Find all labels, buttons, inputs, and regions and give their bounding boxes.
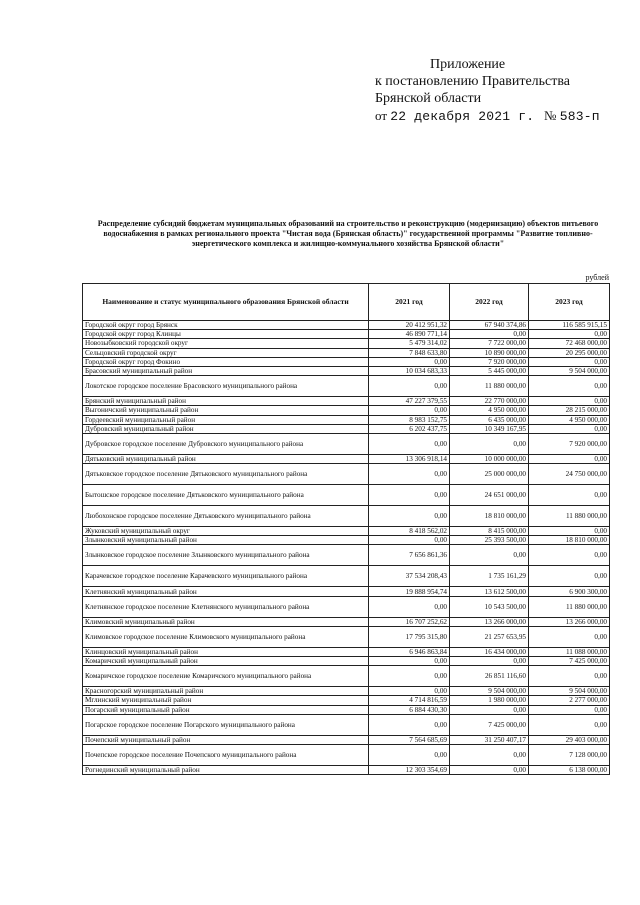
- row-2021: 0,00: [369, 666, 450, 687]
- row-name: Любохонское городское поселение Дятьковского муниципального района: [83, 506, 369, 527]
- row-name: Дятьковское городское поселение Дятьковского муниципального района: [83, 464, 369, 485]
- header-2022: 2022 год: [450, 284, 529, 321]
- row-2021: 37 534 208,43: [369, 566, 450, 587]
- row-2021: 13 306 918,14: [369, 454, 450, 463]
- table-row: [83, 626, 610, 647]
- row-2022: 10 349 167,95: [450, 424, 529, 433]
- row-2023: 2 277 000,00: [529, 696, 610, 705]
- row-name: Почепский муниципальный район: [83, 735, 369, 744]
- row-2022: 13 266 000,00: [450, 617, 529, 626]
- row-2021: 46 890 771,14: [369, 330, 450, 339]
- table-row: [83, 339, 610, 348]
- row-2021: 0,00: [369, 596, 450, 617]
- table-row: [83, 735, 610, 744]
- row-2023: 28 215 000,00: [529, 406, 610, 415]
- appendix-region: Брянской области: [375, 91, 482, 106]
- table-row: [83, 485, 610, 506]
- appendix-title: Приложение: [430, 57, 506, 72]
- row-2022: 0,00: [450, 330, 529, 339]
- row-2022: 0,00: [450, 545, 529, 566]
- row-2023: 0,00: [529, 626, 610, 647]
- row-name: Клетнянский муниципальный район: [83, 587, 369, 596]
- table-row: [83, 506, 610, 527]
- row-2023: 72 468 000,00: [529, 339, 610, 348]
- row-2023: 11 088 000,00: [529, 647, 610, 656]
- row-2021: 0,00: [369, 485, 450, 506]
- row-2021: 0,00: [369, 406, 450, 415]
- row-2023: 7 425 000,00: [529, 657, 610, 666]
- row-2022: 1 735 161,29: [450, 566, 529, 587]
- row-2021: 12 303 354,69: [369, 765, 450, 774]
- row-2023: 7 128 000,00: [529, 744, 610, 765]
- row-2021: 0,00: [369, 657, 450, 666]
- row-2023: 0,00: [529, 527, 610, 536]
- row-2021: 19 888 954,74: [369, 587, 450, 596]
- row-2022: 31 250 407,17: [450, 735, 529, 744]
- row-2021: 16 707 252,62: [369, 617, 450, 626]
- row-2023: 0,00: [529, 545, 610, 566]
- row-2023: 6 900 300,00: [529, 587, 610, 596]
- row-2021: 0,00: [369, 536, 450, 545]
- table-row: [83, 714, 610, 735]
- row-name: Бытошское городское поселение Дятьковского муниципального района: [83, 485, 369, 506]
- row-2021: 20 412 951,32: [369, 321, 450, 330]
- row-name: Дубровское городское поселение Дубровского муниципального района: [83, 433, 369, 454]
- row-2021: 0,00: [369, 433, 450, 454]
- row-2023: 0,00: [529, 566, 610, 587]
- row-2021: 47 227 379,55: [369, 397, 450, 406]
- row-2021: 0,00: [369, 744, 450, 765]
- table-row: [83, 647, 610, 656]
- row-2021: 0,00: [369, 506, 450, 527]
- row-2022: 25 393 500,00: [450, 536, 529, 545]
- row-name: Мглинский муниципальный район: [83, 696, 369, 705]
- row-2022: 6 435 000,00: [450, 415, 529, 424]
- row-2022: 0,00: [450, 705, 529, 714]
- row-name: Городской округ город Клинцы: [83, 330, 369, 339]
- row-2021: 0,00: [369, 714, 450, 735]
- row-name: Брасовский муниципальный район: [83, 366, 369, 375]
- unit-label: рублей: [585, 273, 609, 282]
- row-name: Почепское городское поселение Почепского муниципального района: [83, 744, 369, 765]
- row-name: Злынковское городское поселение Злынковского муниципального района: [83, 545, 369, 566]
- row-name: Сельцовский городской округ: [83, 348, 369, 357]
- row-2023: 0,00: [529, 454, 610, 463]
- header-2023: 2023 год: [529, 284, 610, 321]
- row-2021: 6 202 437,75: [369, 424, 450, 433]
- row-2023: 18 810 000,00: [529, 536, 610, 545]
- row-2022: 24 651 000,00: [450, 485, 529, 506]
- table-row: [83, 696, 610, 705]
- row-2022: 4 950 000,00: [450, 406, 529, 415]
- table-row: [83, 765, 610, 774]
- row-name: Дятьковский муниципальный район: [83, 454, 369, 463]
- row-2021: 4 714 816,59: [369, 696, 450, 705]
- row-name: Дубровский муниципальный район: [83, 424, 369, 433]
- row-2022: 67 940 374,86: [450, 321, 529, 330]
- row-2022: 10 000 000,00: [450, 454, 529, 463]
- row-name: Жуковский муниципальный округ: [83, 527, 369, 536]
- table-row: [83, 744, 610, 765]
- table-row: [83, 596, 610, 617]
- row-2023: 0,00: [529, 424, 610, 433]
- row-2021: 10 034 683,33: [369, 366, 450, 375]
- table-row: [83, 617, 610, 626]
- row-2021: 7 564 685,69: [369, 735, 450, 744]
- row-2022: 9 504 000,00: [450, 687, 529, 696]
- appendix-date-line: [375, 107, 600, 125]
- row-2022: 18 810 000,00: [450, 506, 529, 527]
- resolution-number: 583-п: [559, 109, 600, 124]
- row-2023: 0,00: [529, 485, 610, 506]
- row-name: Погарский муниципальный район: [83, 705, 369, 714]
- row-name: Гордеевский муниципальный район: [83, 415, 369, 424]
- row-2022: 26 851 116,60: [450, 666, 529, 687]
- row-name: Карачевское городское поселение Карачевского муниципального района: [83, 566, 369, 587]
- table-row: [83, 330, 610, 339]
- table-row: [83, 587, 610, 596]
- row-name: Выгоничский муниципальный район: [83, 406, 369, 415]
- number-label: №: [544, 108, 557, 123]
- table-row: [83, 687, 610, 696]
- row-name: Городской округ город Брянск: [83, 321, 369, 330]
- row-name: Комаричское городское поселение Комаричского муниципального района: [83, 666, 369, 687]
- row-2022: 7 920 000,00: [450, 357, 529, 366]
- row-2021: 17 795 315,80: [369, 626, 450, 647]
- table-header-row: [83, 284, 610, 321]
- table-body: [83, 321, 610, 775]
- table-row: [83, 357, 610, 366]
- header-2021: 2021 год: [369, 284, 450, 321]
- row-2023: 9 504 000,00: [529, 687, 610, 696]
- table-row: [83, 566, 610, 587]
- row-2022: 0,00: [450, 744, 529, 765]
- row-2023: 29 403 000,00: [529, 735, 610, 744]
- row-2021: 5 479 314,02: [369, 339, 450, 348]
- table-row: [83, 433, 610, 454]
- row-name: Клинцовский муниципальный район: [83, 647, 369, 656]
- from-label: от: [375, 108, 388, 123]
- row-2023: 0,00: [529, 397, 610, 406]
- header-name: Наименование и статус муниципального образования Брянской области: [83, 284, 369, 321]
- table-row: [83, 464, 610, 485]
- row-name: Климовский муниципальный район: [83, 617, 369, 626]
- row-2021: 0,00: [369, 376, 450, 397]
- row-2022: 5 445 000,00: [450, 366, 529, 375]
- table-row: [83, 415, 610, 424]
- row-name: Новозыбковский городской округ: [83, 339, 369, 348]
- row-2022: 0,00: [450, 433, 529, 454]
- row-name: Локотское городское поселение Брасовского муниципального района: [83, 376, 369, 397]
- row-name: Рогнединский муниципальный район: [83, 765, 369, 774]
- row-2022: 10 890 000,00: [450, 348, 529, 357]
- row-2021: 7 848 633,80: [369, 348, 450, 357]
- row-2023: 0,00: [529, 357, 610, 366]
- row-2021: 8 983 152,75: [369, 415, 450, 424]
- row-name: Брянский муниципальный район: [83, 397, 369, 406]
- row-name: Комаричский муниципальный район: [83, 657, 369, 666]
- row-2021: 6 884 430,30: [369, 705, 450, 714]
- row-name: Погарское городское поселение Погарского муниципального района: [83, 714, 369, 735]
- row-2022: 1 980 000,00: [450, 696, 529, 705]
- row-2022: 8 415 000,00: [450, 527, 529, 536]
- row-name: Красногорский муниципальный район: [83, 687, 369, 696]
- row-2023: 24 750 000,00: [529, 464, 610, 485]
- row-2023: 0,00: [529, 330, 610, 339]
- row-2023: 7 920 000,00: [529, 433, 610, 454]
- row-name: Климовское городское поселение Климовского муниципального района: [83, 626, 369, 647]
- row-2022: 16 434 000,00: [450, 647, 529, 656]
- document-title: Распределение субсидий бюджетам муниципальных образований на строительство и реконструкцию (модернизацию) объектов питьевого водоснабжения в рамках регионального проекта "Чистая вода (Брянская область)" государственной программы "Развитие топливно-энергетического комплекса и жилищно-коммунального хозяйства Брянской области": [97, 219, 599, 248]
- row-2022: 0,00: [450, 765, 529, 774]
- row-2021: 0,00: [369, 464, 450, 485]
- table-row: [83, 348, 610, 357]
- row-2021: 6 946 863,84: [369, 647, 450, 656]
- row-2023: 11 880 000,00: [529, 506, 610, 527]
- row-2023: 6 138 000,00: [529, 765, 610, 774]
- row-2023: 0,00: [529, 714, 610, 735]
- row-2023: 11 880 000,00: [529, 596, 610, 617]
- table-row: [83, 705, 610, 714]
- row-2022: 11 880 000,00: [450, 376, 529, 397]
- table-row: [83, 376, 610, 397]
- row-2022: 7 425 000,00: [450, 714, 529, 735]
- table-row: [83, 527, 610, 536]
- row-name: Злынковский муниципальный район: [83, 536, 369, 545]
- row-name: Клетнянское городское поселение Клетнянского муниципального района: [83, 596, 369, 617]
- row-2021: 8 418 562,02: [369, 527, 450, 536]
- row-2022: 10 543 500,00: [450, 596, 529, 617]
- row-2022: 13 612 500,00: [450, 587, 529, 596]
- row-2022: 22 770 000,00: [450, 397, 529, 406]
- row-2023: 0,00: [529, 376, 610, 397]
- row-2023: 116 585 915,15: [529, 321, 610, 330]
- row-2023: 20 295 000,00: [529, 348, 610, 357]
- row-2021: 7 656 861,36: [369, 545, 450, 566]
- row-2021: 0,00: [369, 357, 450, 366]
- subsidy-table: [82, 283, 610, 775]
- table-row: [83, 397, 610, 406]
- table-row: [83, 321, 610, 330]
- row-2022: 7 722 000,00: [450, 339, 529, 348]
- table-row: [83, 454, 610, 463]
- row-2022: 21 257 653,95: [450, 626, 529, 647]
- appendix-resolution: к постановлению Правительства: [375, 74, 571, 89]
- row-2023: 13 266 000,00: [529, 617, 610, 626]
- table-row: [83, 536, 610, 545]
- table-row: [83, 657, 610, 666]
- row-2023: 0,00: [529, 705, 610, 714]
- row-2021: 0,00: [369, 687, 450, 696]
- table-row: [83, 406, 610, 415]
- row-2022: 0,00: [450, 657, 529, 666]
- table-row: [83, 545, 610, 566]
- row-2022: 25 000 000,00: [450, 464, 529, 485]
- table-row: [83, 424, 610, 433]
- appendix-block: [375, 56, 600, 125]
- row-2023: 0,00: [529, 666, 610, 687]
- row-2023: 9 504 000,00: [529, 366, 610, 375]
- row-2023: 4 950 000,00: [529, 415, 610, 424]
- resolution-date: 22 декабря 2021 г.: [390, 109, 535, 124]
- table-row: [83, 366, 610, 375]
- table-row: [83, 666, 610, 687]
- row-name: Городской округ город Фокино: [83, 357, 369, 366]
